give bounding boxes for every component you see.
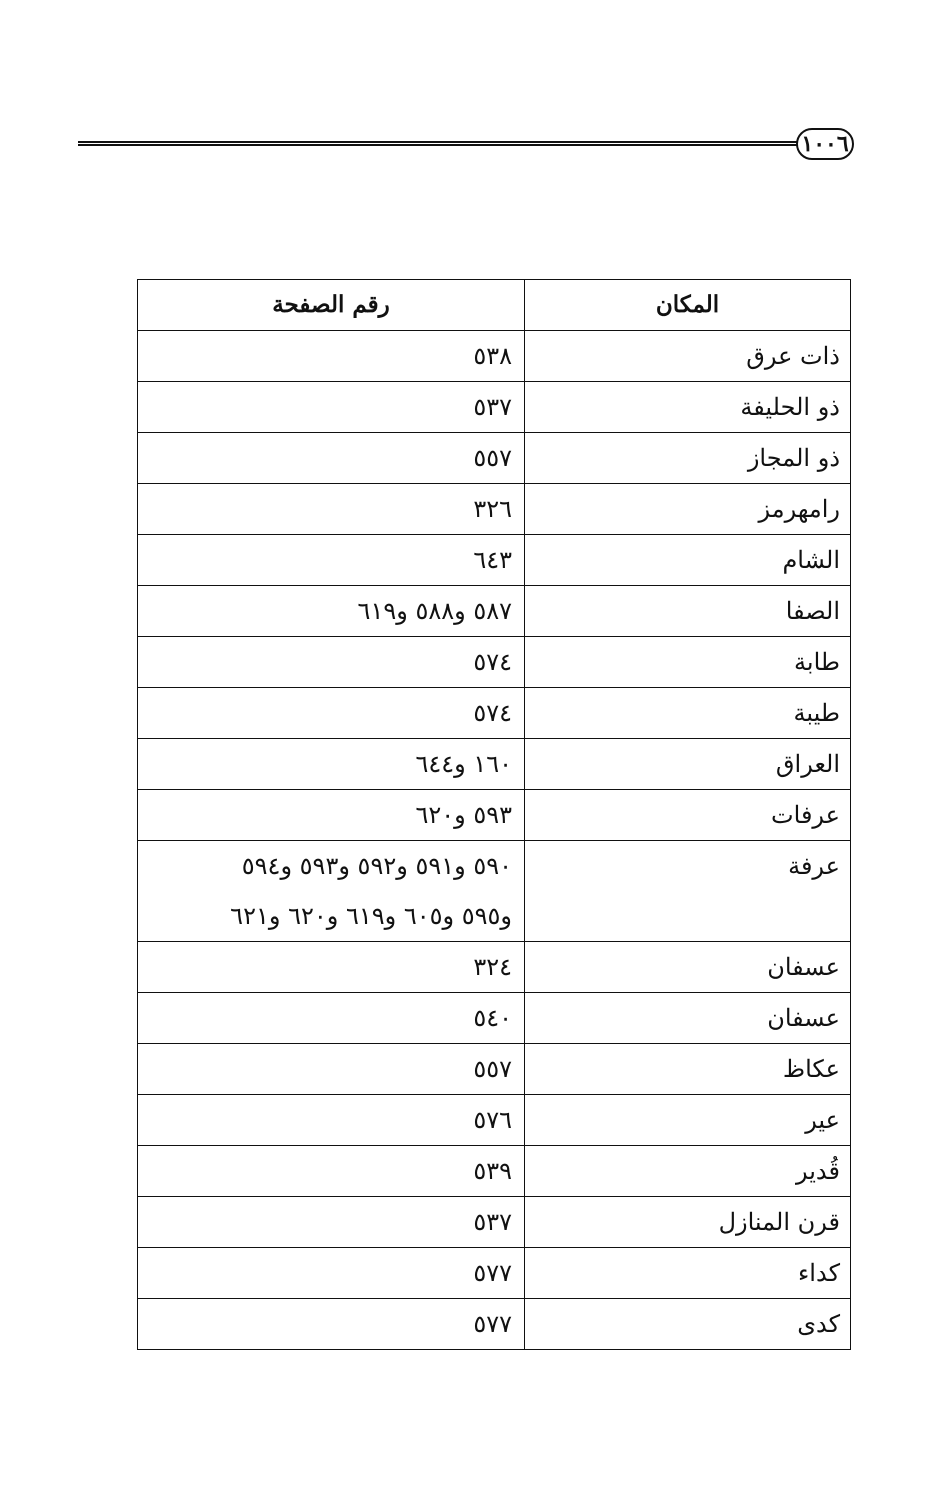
place-cell: رامهرمز bbox=[525, 484, 851, 535]
page-numbers-cell bbox=[138, 841, 525, 942]
table-row bbox=[138, 535, 851, 586]
table-row bbox=[138, 433, 851, 484]
place-cell: عكاظ bbox=[525, 1044, 851, 1095]
table-row bbox=[138, 586, 851, 637]
table-row bbox=[138, 841, 851, 942]
table-body bbox=[138, 331, 851, 1350]
page-numbers-cell bbox=[138, 535, 525, 586]
page-numbers-line: ٥٣٧ bbox=[473, 1208, 512, 1236]
page-numbers-cell bbox=[138, 1146, 525, 1197]
place-cell: عرفة bbox=[525, 841, 851, 942]
place-cell: طابة bbox=[525, 637, 851, 688]
page-numbers-line: ٥٩٣ و٦٢٠ bbox=[415, 801, 512, 829]
header-place: المكان bbox=[525, 280, 851, 331]
page-numbers-cell bbox=[138, 1197, 525, 1248]
place-cell: كدى bbox=[525, 1299, 851, 1350]
page-numbers-line: ٥٧٤ bbox=[473, 699, 512, 727]
page-numbers-line: ٥٣٨ bbox=[473, 342, 512, 370]
place-cell: قُدير bbox=[525, 1146, 851, 1197]
page-numbers-line: ٥٧٤ bbox=[473, 648, 512, 676]
table-row bbox=[138, 1044, 851, 1095]
place-cell: الشام bbox=[525, 535, 851, 586]
place-cell: ذو الحليفة bbox=[525, 382, 851, 433]
table-row bbox=[138, 739, 851, 790]
table-row bbox=[138, 1197, 851, 1248]
header-rule bbox=[78, 141, 798, 146]
table-row bbox=[138, 1248, 851, 1299]
page-numbers-cell bbox=[138, 586, 525, 637]
page-numbers-cell bbox=[138, 637, 525, 688]
page-number: ١٠٠٦ bbox=[801, 131, 849, 157]
page-numbers-line: ١٦٠ و٦٤٤ bbox=[415, 750, 512, 778]
place-cell: ذو المجاز bbox=[525, 433, 851, 484]
page-numbers-line: ٣٢٤ bbox=[473, 953, 512, 981]
page-numbers-cell bbox=[138, 688, 525, 739]
place-cell: طيبة bbox=[525, 688, 851, 739]
place-cell: ذات عرق bbox=[525, 331, 851, 382]
page-numbers-cell bbox=[138, 433, 525, 484]
page-numbers-line: ٥٨٧ و٥٨٨ و٦١٩ bbox=[357, 597, 512, 625]
table-header-row bbox=[138, 280, 851, 331]
table-row bbox=[138, 1146, 851, 1197]
page-numbers-cell bbox=[138, 382, 525, 433]
page-numbers-cell bbox=[138, 1248, 525, 1299]
table-row bbox=[138, 790, 851, 841]
place-cell: عير bbox=[525, 1095, 851, 1146]
page-numbers-cell bbox=[138, 739, 525, 790]
table-row bbox=[138, 637, 851, 688]
page-numbers-line: ٥٤٠ bbox=[473, 1004, 512, 1032]
page-numbers-line: ٥٧٧ bbox=[473, 1259, 512, 1287]
page-numbers-cell bbox=[138, 1044, 525, 1095]
table-row bbox=[138, 688, 851, 739]
place-cell: عرفات bbox=[525, 790, 851, 841]
page-numbers-line: و٥٩٥ و٦٠٥ و٦١٩ و٦٢٠ و٦٢١ bbox=[230, 902, 512, 930]
page-numbers-line: ٣٢٦ bbox=[473, 495, 512, 523]
page-numbers-line: ٥٣٧ bbox=[473, 393, 512, 421]
place-cell: كداء bbox=[525, 1248, 851, 1299]
page-numbers-line: ٥٥٧ bbox=[473, 444, 512, 472]
table-row bbox=[138, 382, 851, 433]
page-numbers-cell bbox=[138, 993, 525, 1044]
table-row bbox=[138, 942, 851, 993]
place-cell: الصفا bbox=[525, 586, 851, 637]
places-index-table bbox=[137, 279, 851, 1350]
page-numbers-line: ٥٩٠ و٥٩١ و٥٩٢ و٥٩٣ و٥٩٤ bbox=[241, 852, 512, 880]
table-row bbox=[138, 1299, 851, 1350]
page-header bbox=[78, 128, 854, 168]
page-numbers-line: ٥٧٦ bbox=[473, 1106, 512, 1134]
page-numbers-line: ٥٥٧ bbox=[473, 1055, 512, 1083]
page-numbers-cell bbox=[138, 790, 525, 841]
page-numbers-line: ٥٣٩ bbox=[473, 1157, 512, 1185]
table-row bbox=[138, 1095, 851, 1146]
place-cell: عسفان bbox=[525, 942, 851, 993]
table-row bbox=[138, 484, 851, 535]
page-numbers-line: ٥٧٧ bbox=[473, 1310, 512, 1338]
page-numbers-line: ٦٤٣ bbox=[473, 546, 512, 574]
place-cell: عسفان bbox=[525, 993, 851, 1044]
table-row bbox=[138, 331, 851, 382]
header-page: رقم الصفحة bbox=[138, 280, 525, 331]
page-numbers-cell bbox=[138, 942, 525, 993]
table-row bbox=[138, 993, 851, 1044]
place-cell: العراق bbox=[525, 739, 851, 790]
page-numbers-cell bbox=[138, 1095, 525, 1146]
place-cell: قرن المنازل bbox=[525, 1197, 851, 1248]
page-number-badge bbox=[796, 128, 854, 160]
page-numbers-cell bbox=[138, 331, 525, 382]
page-numbers-cell bbox=[138, 484, 525, 535]
page-numbers-cell bbox=[138, 1299, 525, 1350]
